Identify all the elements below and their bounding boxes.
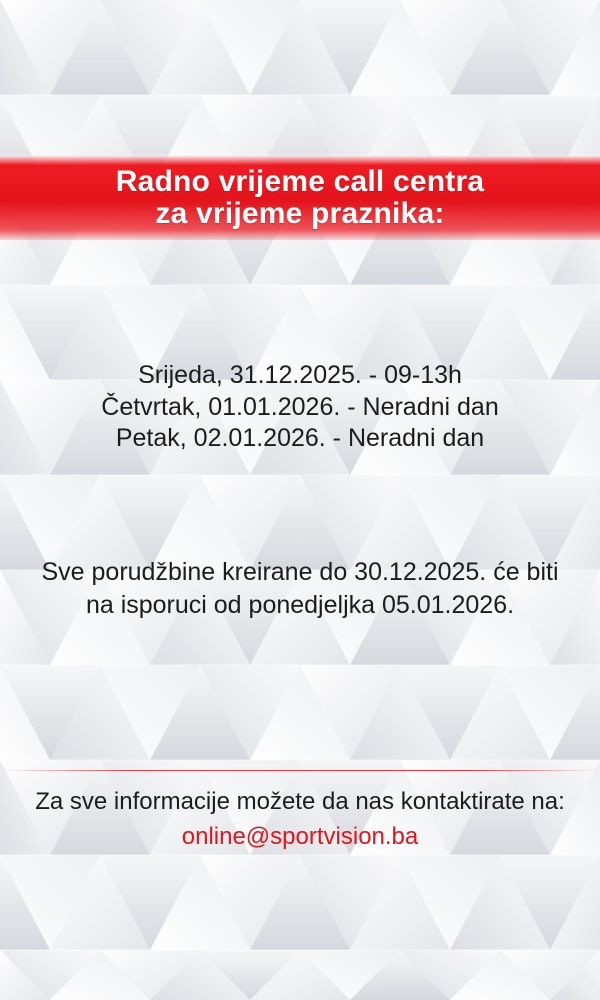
schedule-row: Petak, 02.01.2026. - Neradni dan — [115, 424, 485, 452]
orders-delivery-note — [0, 556, 600, 621]
section-divider — [0, 770, 600, 771]
orders-note-line: na isporuci od ponedjeljka 05.01.2026. — [85, 590, 515, 619]
headline-line-1: Radno vrijeme call centra — [115, 164, 485, 198]
contact-label: Za sve informacije možete da nas kontaktirate na: — [35, 788, 565, 815]
contact-email-link[interactable]: online@sportvision.ba — [181, 823, 419, 851]
orders-note-line: Sve porudžbine kreirane do 30.12.2025. će biti — [41, 558, 559, 586]
headline-banner — [0, 155, 600, 240]
schedule-row: Četvrtak, 01.01.2026. - Neradni dan — [101, 392, 499, 421]
schedule-list — [0, 360, 600, 455]
headline-line-2: za vrijeme praznika: — [155, 197, 445, 230]
schedule-row: Srijeda, 31.12.2025. - 09-13h — [138, 361, 462, 389]
contact-section — [0, 786, 600, 852]
